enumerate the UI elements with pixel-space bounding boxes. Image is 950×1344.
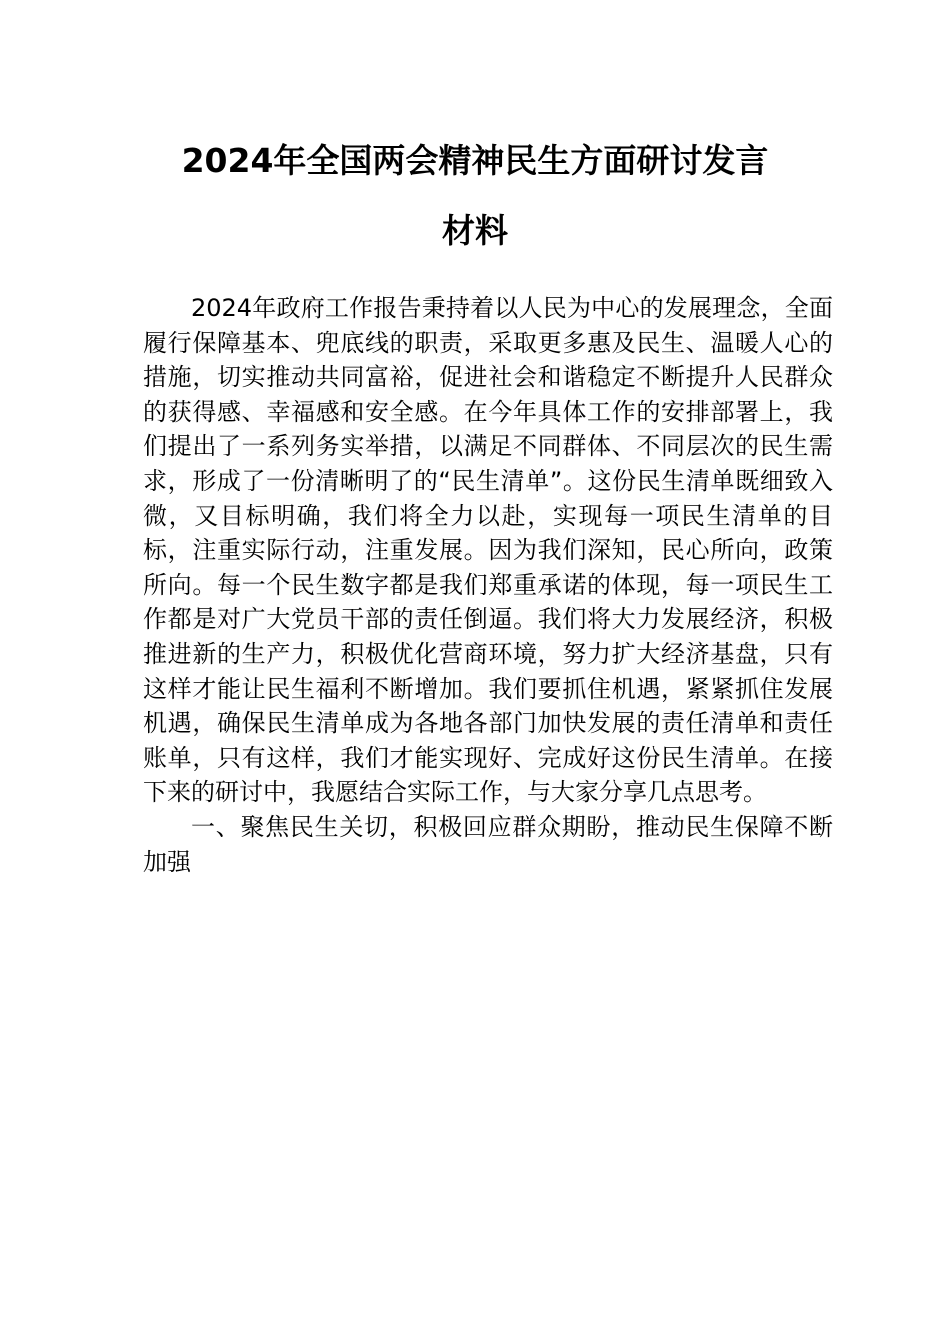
intro-paragraph: 2024年政府工作报告秉持着以人民为中心的发展理念，全面履行保障基本、兜底线的职责，采取更多惠及民生、温暖人心的措施，切实推动共同富裕，促进社会和谐稳定不断提升人民群众的获得感、幸福感和安全感。在今年具体工作的安排部署上，我们提出了一系列务实举措，以满足不同群体、不同层次的民生需求，形成了一份清晰明了的“民生清单”。这份民生清单既细致入微，又目标明确，我们将全力以赴，实现每一项民生清单的目标，注重实际行动，注重发展。因为我们深知，民心所向，政策所向。每一个民生数字都是我们郑重承诺的体现，每一项民生工作都是对广大党员干部的责任倒逼。我们将大力发展经济，积极推进新的生产力，积极优化营商环境，努力扩大经济基盘，只有这样才能让民生福利不断增加。我们要抓住机遇，紧紧抓住发展机遇，确保民生清单成为各地各部门加快发展的责任清单和责任账单，只有这样，我们才能实现好、完成好这份民生清单。在接下来的研讨中，我愿结合实际工作，与大家分享几点思考。 bbox=[143, 294, 833, 807]
title-line-1: 2024年全国两会精神民生方面研讨发言 bbox=[181, 141, 769, 180]
document-body bbox=[143, 291, 833, 879]
document-title bbox=[120, 126, 830, 266]
section-heading-1: 一、聚焦民生关切，积极回应群众期盼，推动民生保障不断加强 bbox=[143, 812, 833, 876]
title-line-2: 材料 bbox=[442, 211, 508, 250]
